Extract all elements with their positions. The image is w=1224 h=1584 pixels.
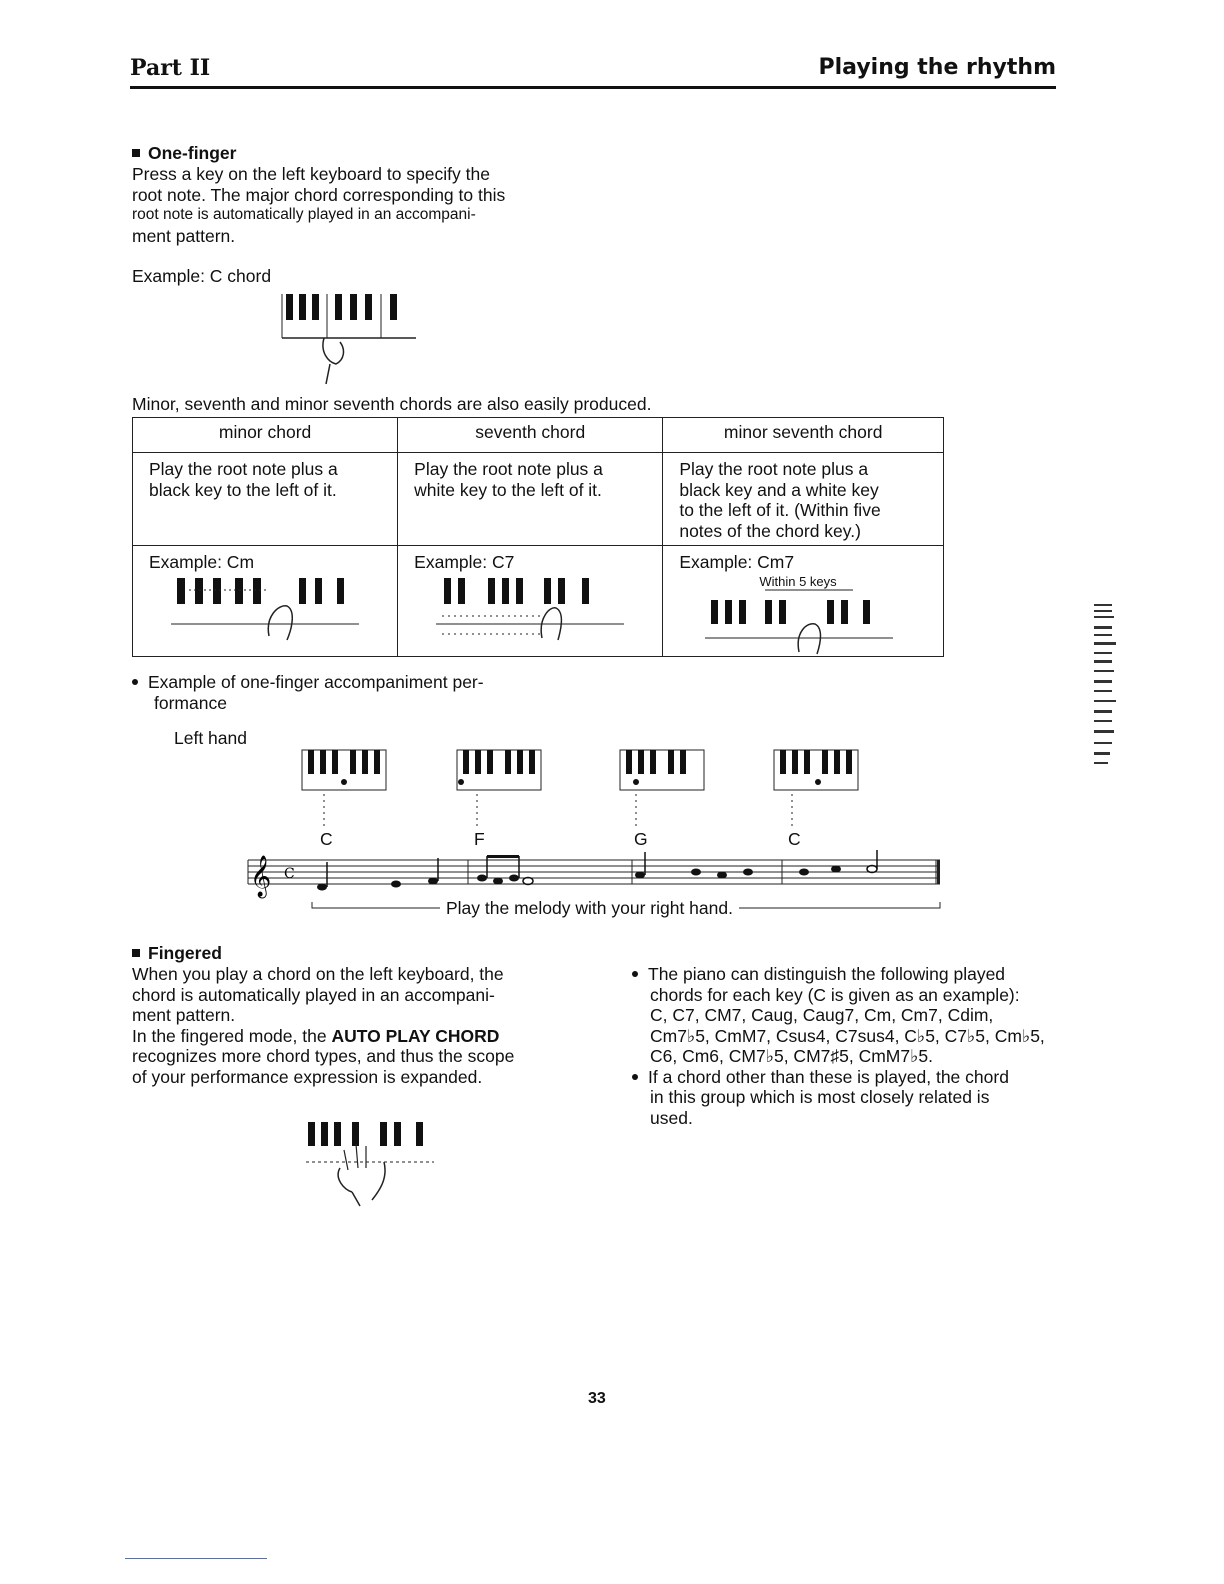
text-line: notes of the chord key.)	[679, 520, 861, 541]
text-line: The piano can distinguish the following played	[648, 964, 1006, 984]
example-cm-label: Example: Cm	[149, 552, 255, 572]
one-finger-heading-text: One-finger	[148, 143, 237, 163]
text-line: Press a key on the left keyboard to specify the	[132, 164, 490, 184]
keyboard-c7-illustration	[434, 576, 634, 646]
table-header-minor: minor chord	[133, 418, 398, 453]
within-five-keys-label: Within 5 keys	[759, 574, 837, 589]
text-line	[132, 1026, 582, 1047]
svg-text:C: C	[284, 866, 295, 882]
chord-label-c: C	[320, 829, 333, 849]
list-item	[632, 964, 1062, 1067]
round-bullet-icon	[132, 679, 138, 685]
fingered-heading-text: Fingered	[148, 943, 222, 963]
text-line: C6, Cm6, CM7♭5, CM7♯5, CmM7♭5.	[650, 1046, 933, 1066]
text-line: black key to the left of it.	[149, 479, 337, 500]
keyboard-cm-illustration	[169, 576, 369, 646]
fingered-heading	[132, 943, 222, 964]
keyboard-c	[302, 750, 386, 826]
chord-label-g: G	[634, 829, 648, 849]
one-finger-heading	[132, 143, 236, 164]
text-line: black key and a white key	[679, 479, 879, 500]
table-header-minor-seventh: minor seventh chord	[663, 418, 944, 453]
section-title: Playing the rhythm	[818, 55, 1056, 80]
seventh-description	[398, 453, 663, 546]
minor-seventh-example-cell	[663, 546, 944, 657]
footer-link-rule	[125, 1558, 267, 1559]
text-line: used.	[650, 1107, 693, 1128]
square-bullet-icon	[132, 149, 140, 157]
text-line: Play the root note plus a	[679, 459, 869, 479]
minor-description	[133, 453, 398, 546]
text-line: When you play a chord on the left keyboard, the	[132, 964, 504, 984]
text-line: Play the root note plus a	[149, 459, 338, 479]
left-hand-keyboards	[300, 748, 870, 848]
list-item	[632, 1067, 1062, 1129]
fingered-description	[132, 964, 582, 1087]
left-hand-label: Left hand	[174, 728, 247, 748]
keyboard-g	[620, 750, 704, 826]
chord-table-intro: Minor, seventh and minor seventh chords are also easily produced.	[132, 394, 652, 414]
keyboard-fingered-illustration	[304, 1120, 444, 1210]
text-line: recognizes more chord types, and thus the scope	[132, 1046, 515, 1066]
text-line: root note is automatically played in an accompani-	[132, 206, 476, 223]
text-line: If a chord other than these is played, the chord	[648, 1066, 1009, 1087]
text-line: chords for each key (C is given as an example):	[650, 984, 1020, 1005]
text-line: formance	[154, 692, 227, 713]
text-line: ment pattern.	[132, 225, 236, 246]
text-line: white key to the left of it.	[414, 479, 602, 500]
text-line: to the left of it. (Within five	[679, 500, 881, 520]
header-rule	[130, 86, 1056, 89]
text-line: Play the root note plus a	[414, 459, 603, 479]
text-line: of your performance expression is expanded.	[132, 1066, 483, 1087]
chord-label-f: F	[474, 829, 485, 849]
minor-example-cell	[133, 546, 398, 657]
one-finger-description	[132, 164, 572, 246]
round-bullet-icon	[632, 1074, 638, 1080]
square-bullet-icon	[132, 949, 140, 957]
svg-text:𝄞: 𝄞	[250, 856, 272, 897]
example-c7-label: Example: C7	[414, 552, 515, 572]
text-line: C, C7, CM7, Caug, Caug7, Cm, Cm7, Cdim,	[650, 1005, 994, 1025]
chord-types-table	[132, 417, 944, 657]
page-number: 33	[588, 1390, 606, 1407]
text-span: In the fingered mode, the	[132, 1025, 332, 1046]
minor-seventh-description	[663, 453, 944, 546]
example-cm7-label: Example: Cm7	[679, 552, 795, 572]
keyboard-c-return	[774, 750, 858, 826]
fingered-chord-list	[632, 964, 1062, 1128]
seventh-example-cell	[398, 546, 663, 657]
part-label: Part II	[130, 55, 211, 81]
auto-play-chord-label: AUTO PLAY CHORD	[331, 1025, 500, 1046]
text-line: ment pattern.	[132, 1005, 236, 1025]
performance-example-text	[132, 672, 582, 713]
example-c-chord-label: Example: C chord	[132, 266, 272, 286]
text-line: Example of one-finger accompaniment per-	[148, 672, 484, 692]
melody-caption: Play the melody with your right hand.	[440, 898, 739, 919]
text-line: chord is automatically played in an accompani-	[132, 984, 495, 1005]
text-line: in this group which is most closely related is	[650, 1087, 990, 1107]
round-bullet-icon	[632, 971, 638, 977]
text-line: root note. The major chord corresponding to this	[132, 184, 506, 205]
keyboard-cm7-illustration	[703, 588, 913, 658]
keyboard-f	[457, 750, 541, 826]
text-line: Cm7♭5, CmM7, Csus4, C7sus4, C♭5, C7♭5, Cm♭5,	[650, 1025, 1045, 1046]
scan-artifact-bars	[1090, 600, 1130, 780]
table-header-seventh: seventh chord	[398, 418, 663, 453]
chord-label-c-return: C	[788, 829, 801, 849]
keyboard-c-chord-illustration	[280, 292, 420, 387]
